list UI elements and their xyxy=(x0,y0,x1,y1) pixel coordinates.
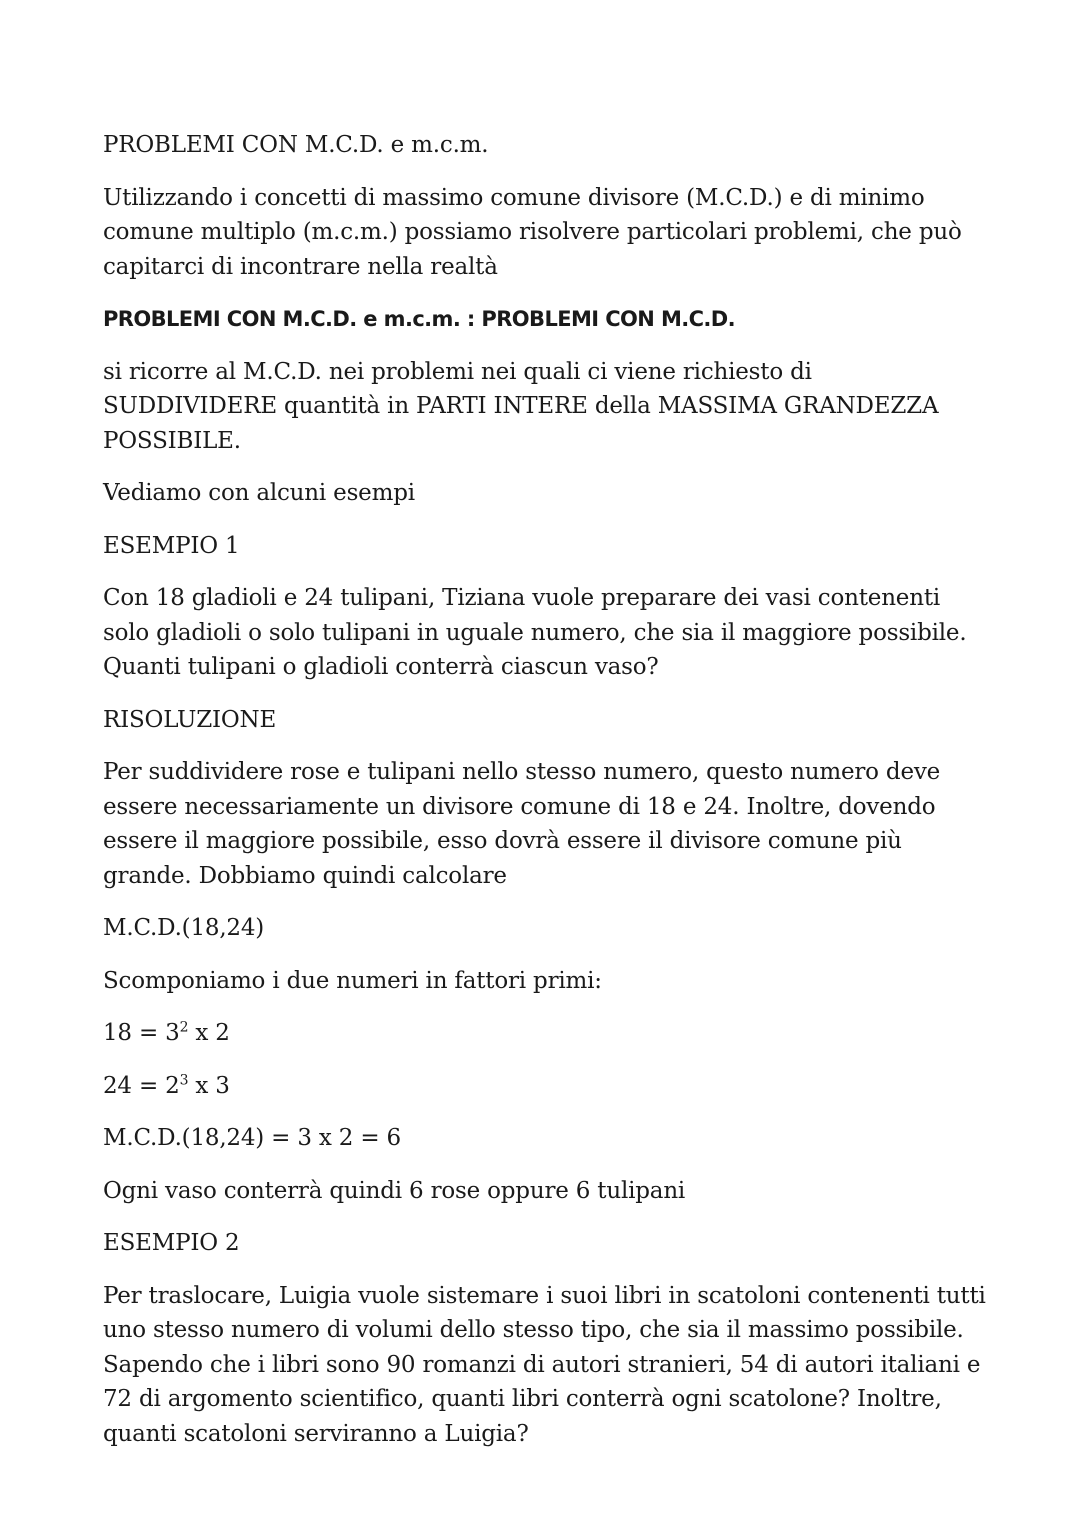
factorization-24-rest: x 3 xyxy=(188,1072,230,1099)
section-heading: PROBLEMI CON M.C.D. e m.c.m. : PROBLEMI CON M.C.D. xyxy=(103,307,736,331)
example-1-label: ESEMPIO 1 xyxy=(103,532,240,559)
factorization-24-base: 24 = 2 xyxy=(103,1072,180,1099)
example-2-label: ESEMPIO 2 xyxy=(103,1230,240,1256)
factorization-18 xyxy=(103,1016,988,1051)
mcd-expression: M.C.D.(18,24) xyxy=(103,915,265,941)
factorization-18-rest: x 2 xyxy=(188,1020,230,1046)
mcd-result: M.C.D.(18,24) = 3 x 2 = 6 xyxy=(103,1125,401,1151)
examples-intro: Vediamo con alcuni esempi xyxy=(103,480,415,506)
section-rule: si ricorre al M.C.D. nei problemi nei quali ci viene richiesto di SUDDIVIDERE quantità in PARTI INTERE della MASSIMA GRANDEZZA POSSIBILE. xyxy=(103,358,939,454)
solution-text: Per suddividere rose e tulipani nello stesso numero, questo numero deve essere necessariamente un divisore comune di 18 e 24. Inoltre, dovendo essere il maggiore possibile, esso dovrà essere il divisore comune più grande. Dobbiamo quindi calcolare xyxy=(103,759,941,889)
document-page xyxy=(103,128,988,1469)
factorization-18-base: 18 = 3 xyxy=(103,1020,180,1046)
factorization-intro: Scomponiamo i due numeri in fattori primi: xyxy=(103,967,602,994)
example-1-conclusion: Ogni vaso conterrà quindi 6 rose oppure 6 tulipani xyxy=(103,1177,686,1204)
factorization-24 xyxy=(103,1069,988,1104)
document-title: PROBLEMI CON M.C.D. e m.c.m. xyxy=(103,132,489,158)
intro-paragraph: Utilizzando i concetti di massimo comune divisore (M.C.D.) e di minimo comune multiplo (m.c.m.) possiamo risolvere particolari problemi, che può capitarci di incontrare nella realtà xyxy=(103,184,962,280)
example-2-problem: Per traslocare, Luigia vuole sistemare i suoi libri in scatoloni contenenti tutti uno stesso numero di volumi dello stesso tipo, che sia il massimo possibile. Sapendo che i libri sono 90 romanzi di autori stranieri, 54 di autori italiani e 72 di argomento scientifico, quanti libri conterrà ogni scatolone? Inoltre, quanti scatoloni serviranno a Luigia? xyxy=(103,1282,986,1447)
example-1-problem: Con 18 gladioli e 24 tulipani, Tiziana vuole preparare dei vasi contenenti solo gladioli o solo tulipani in uguale numero, che sia il maggiore possibile. Quanti tulipani o gladioli conterrà ciascun vaso? xyxy=(103,585,967,680)
factorization-24-exponent: 3 xyxy=(179,1071,189,1088)
factorization-18-exponent: 2 xyxy=(179,1019,189,1036)
solution-label: RISOLUZIONE xyxy=(103,706,277,733)
